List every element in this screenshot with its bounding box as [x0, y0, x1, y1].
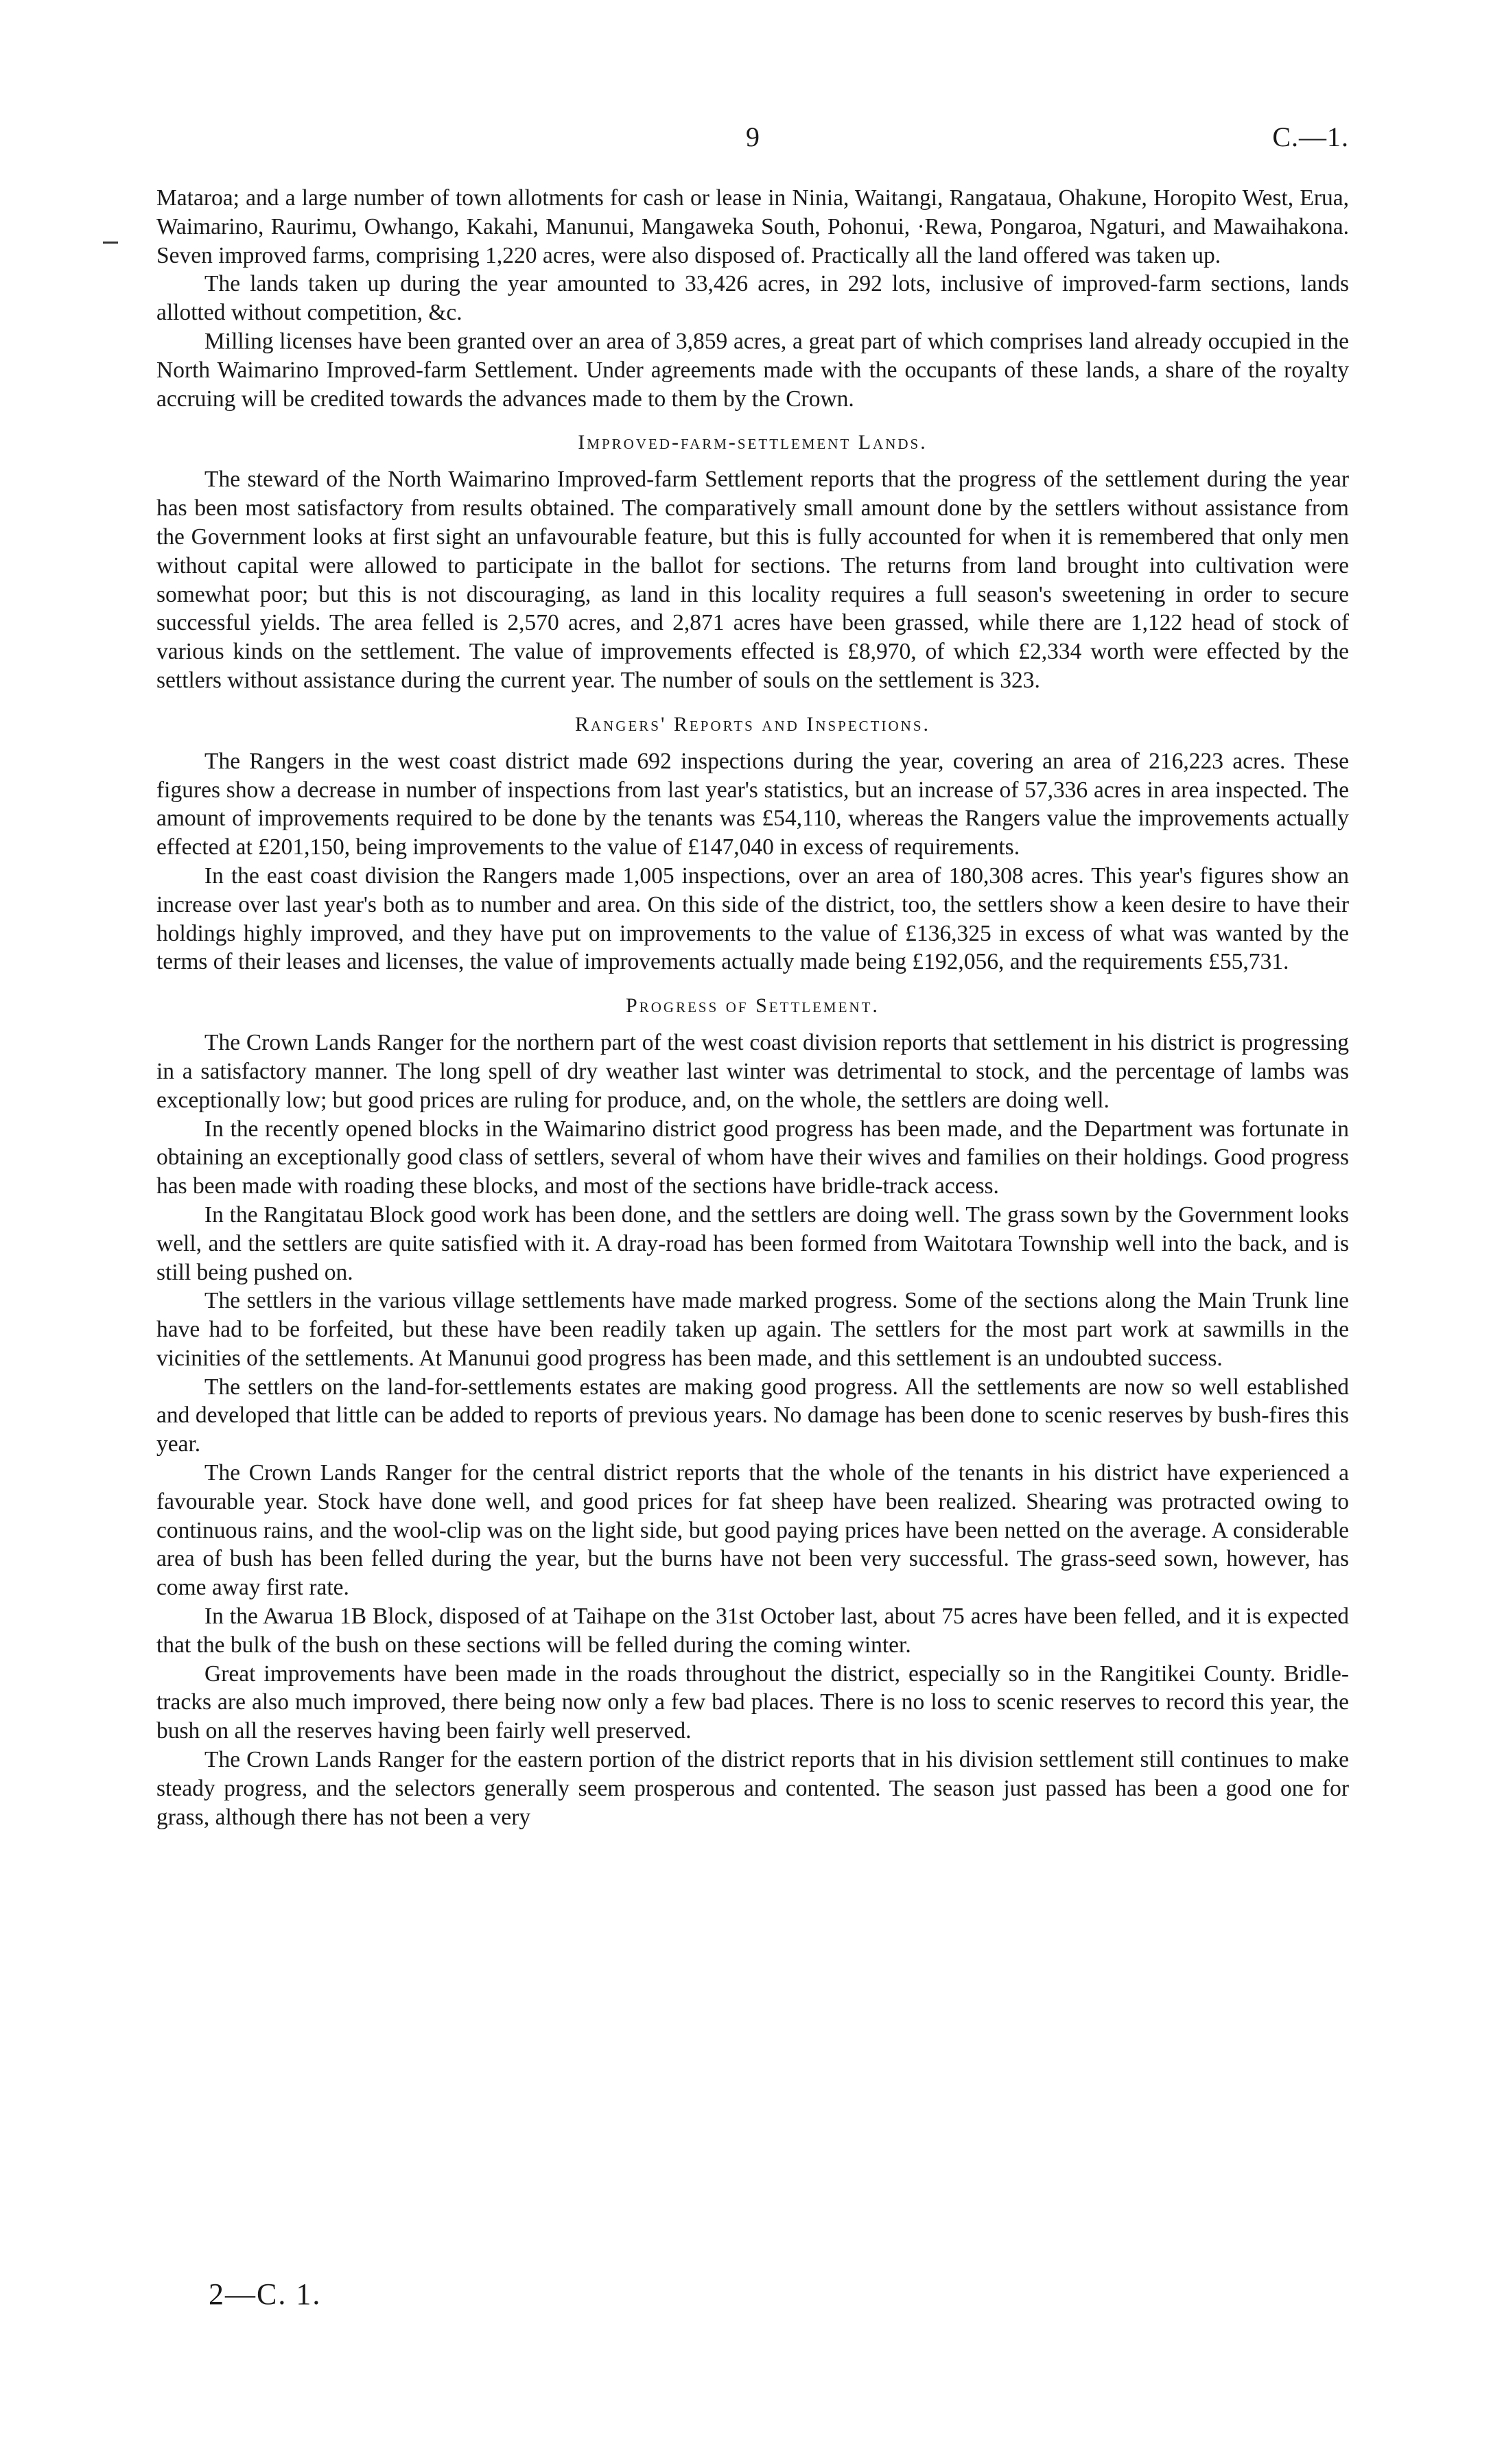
paragraph-rangitatau-block: In the Rangitatau Block good work has been done, and the settlers are doing well. The grass sown by the Government looks well, and the settlers are quite satisfied with it. A dray-road has been formed from Waitotara Township well into the back, and is still being pushed on. — [156, 1201, 1349, 1285]
page-header — [156, 121, 1349, 162]
paragraph-northern-west-coast: The Crown Lands Ranger for the northern part of the west coast division reports that settlement in his district is progressing in a satisfactory manner. The long spell of dry weather last winter was detrimental to stock, and the percentage of lambs was exceptionally low; but good prices are ruling for produce, and, on the whole, the settlers are doing well. — [156, 1030, 1349, 1113]
paragraph-lands-taken-up: The lands taken up during the year amounted to 33,426 acres, in 292 lots, inclusive of improved-farm sections, lands allotted without competition, &c. — [156, 271, 1349, 326]
page-body — [156, 184, 1349, 1831]
page-number: 9 — [746, 121, 760, 152]
paragraph-waimarino-blocks: In the recently opened blocks in the Waimarino district good progress has been made, and the Department was fortunate in obtaining an exceptionally good class of settlers, several of whom have their wives and families on their holdings. Good progress has been made with roading these blocks, and most of the sections have bridle-track access. — [156, 1116, 1349, 1199]
paragraph-awarua-block: In the Awarua 1B Block, disposed of at Taihape on the 31st October last, about 75 acres have been felled, and it is expected that the bulk of the bush on these sections will be felled during the coming winter. — [156, 1604, 1349, 1658]
document-reference: C.—1. — [1272, 121, 1349, 152]
paragraph-eastern-portion: The Crown Lands Ranger for the eastern portion of the district reports that in his division settlement still continues to make steady progress, and the selectors generally seem prosperous and contented. The season just passed has been a good one for grass, although there has not been a very — [156, 1747, 1349, 1830]
signature-mark: 2—C. 1. — [209, 2277, 322, 2311]
paragraph-town-allotments: Mataroa; and a large number of town allotments for cash or lease in Ninia, Waitangi, Rangataua, Ohakune, Horopito West, Erua, Waimarino, Raurimu, Owhango, Kakahi, Manunui, Mangaweka South, Pohonui, ·Rewa, Pongaroa, Ngaturi, and Mawaihakona. Seven improved farms, comprising 1,220 acres, were also disposed of. Practically all the land offered was taken up. — [156, 185, 1349, 268]
paragraph-central-district: The Crown Lands Ranger for the central district reports that the whole of the tenants in his district have experienced a favourable year. Stock have done well, and good prices for fat sheep have been realized. Shearing was protracted owing to continuous rains, and the wool-clip was on the light side, but good paying prices have been netted on the average. A considerable area of bush has been felled during the year, but the burns have not been very successful. The grass-seed sown, however, has come away first rate. — [156, 1460, 1349, 1601]
heading-rangers-reports: Rangers' Reports and Inspections. — [574, 712, 931, 736]
heading-improved-farm-settlement: Improved-farm-settlement Lands. — [578, 431, 928, 454]
paragraph-improved-farm-report: The steward of the North Waimarino Improved-farm Settlement reports that the progress of the settlement during the year has been most satisfactory from results obtained. The comparatively small amount done by the settlers without assistance from the Government looks at first sight an unfavourable feature, but this is fully accounted for when it is remembered that only men without capital were allowed to participate in the ballot for sections. The returns from land brought into cultivation were somewhat poor; but this is not discouraging, as land in this locality requires a full season's sweetening in order to secure successful yields. The area felled is 2,570 acres, and 2,871 acres have been grassed, while there are 1,122 head of stock of various kinds on the settlement. The value of improvements effected is £8,970, of which £2,334 worth were effected by the settlers without assistance during the current year. The number of souls on the settlement is 323. — [156, 467, 1349, 693]
paragraph-village-settlements: The settlers in the various village settlements have made marked progress. Some of the sections along the Main Trunk line have had to be forfeited, but these have been readily taken up again. The settlers for the most part work at sawmills in the vicinities of the settlements. At Manunui good progress has been made, and this settlement is an undoubted success. — [156, 1288, 1349, 1371]
paragraph-land-for-settlements: The settlers on the land-for-settlements estates are making good progress. All the settlements are now so well established and developed that little can be added to reports of previous years. No damage has been done to scenic reserves by bush-fires this year. — [156, 1374, 1349, 1457]
paragraph-roads-improvements: Great improvements have been made in the roads throughout the district, especially so in the Rangitikei County. Bridle-tracks are also much improved, there being now only a few bad places. There is no loss to scenic reserves to record this year, the bush on all the reserves having been fairly well preserved. — [156, 1661, 1349, 1744]
heading-progress-of-settlement: Progress of Settlement. — [626, 994, 880, 1018]
paragraph-east-coast-inspections: In the east coast division the Rangers made 1,005 inspections, over an area of 180,308 acres. This year's figures show an increase over last year's both as to number and area. On this side of the district, too, the settlers show a keen desire to have their holdings highly improved, and they have put on improvements to the value of £136,325 in excess of what was wanted by the terms of their leases and licenses, the value of improvements actually made being £192,056, and the requirements £55,731. — [156, 863, 1349, 975]
document-page — [156, 0, 1349, 2464]
margin-dash-mark — [103, 242, 118, 244]
paragraph-west-coast-inspections: The Rangers in the west coast district made 692 inspections during the year, covering an area of 216,223 acres. These figures show a decrease in number of inspections from last year's statistics, but an increase of 57,336 acres in area inspected. The amount of improvements required to be done by the tenants was £54,110, whereas the Rangers value the improvements actually effected at £201,150, being improvements to the value of £147,040 in excess of requirements. — [156, 748, 1349, 860]
paragraph-milling-licenses: Milling licenses have been granted over an area of 3,859 acres, a great part of which comprises land already occupied in the North Waimarino Improved-farm Settlement. Under agreements made with the occupants of these lands, a share of the royalty accruing will be credited towards the advances made to them by the Crown. — [156, 328, 1349, 412]
